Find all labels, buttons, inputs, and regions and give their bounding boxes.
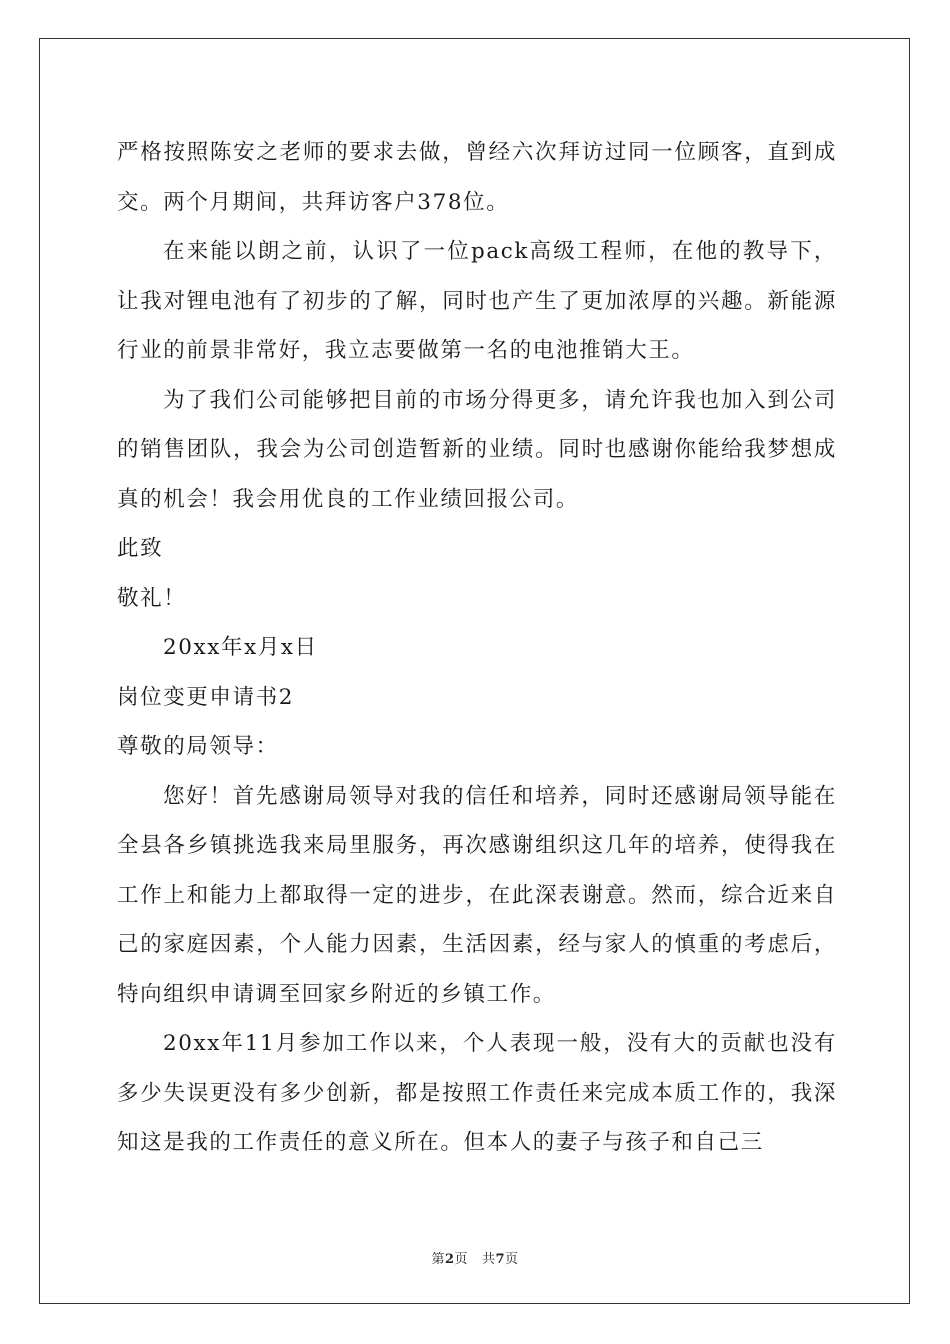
paragraph-10: 20xx年11月参加工作以来，个人表现一般，没有大的贡献也没有多少失误更没有多少创新，都是按照工作责任来完成本质工作的，我深知这是我的工作责任的意义所在。但本人的妻子与孩子和自己三 <box>117 1031 837 1155</box>
paragraph-2: 在来能以朗之前，认识了一位pack高级工程师，在他的教导下，让我对锂电池有了初步的了解，同时也产生了更加浓厚的兴趣。新能源行业的前景非常好，我立志要做第一名的电池推销大王。 <box>117 239 837 363</box>
footer-prefix: 第 <box>431 1252 445 1267</box>
closing-regards: 敬礼！ <box>117 585 187 611</box>
letter-greeting: 尊敬的局领导： <box>117 734 279 759</box>
footer-page-unit: 页 <box>454 1252 469 1267</box>
paragraph-9: 您好！首先感谢局领导对我的信任和培养，同时还感谢局领导能在全县各乡镇挑选我来局里服务，再次感谢组织这几年的培养，使得我在工作上和能力上都取得一定的进步，在此深表谢意。然而，综合近来自己的家庭因素，个人能力因素，生活因素，经与家人的慎重的考虑后，特向组织申请调至回家乡附近的乡镇工作。 <box>117 783 837 1007</box>
document-body <box>117 128 837 1168</box>
closing-salutation: 此致 <box>117 536 164 561</box>
footer-current-page: 2 <box>444 1252 455 1267</box>
footer-total-unit: 页 <box>505 1252 519 1267</box>
section-title: 岗位变更申请书2 <box>117 684 294 710</box>
paragraph-1: 严格按照陈安之老师的要求去做，曾经六次拜访过同一位顾客，直到成交。两个月期间，共拜访客户378位。 <box>117 140 837 215</box>
footer-total-pages: 7 <box>495 1252 506 1267</box>
page-footer <box>0 1248 950 1267</box>
paragraph-3: 为了我们公司能够把目前的市场分得更多，请允许我也加入到公司的销售团队，我会为公司创造暂新的业绩。同时也感谢你能给我梦想成真的机会！我会用优良的工作业绩回报公司。 <box>117 387 837 512</box>
footer-total-prefix: 共 <box>481 1252 496 1267</box>
letter-date: 20xx年x月x日 <box>163 635 318 660</box>
